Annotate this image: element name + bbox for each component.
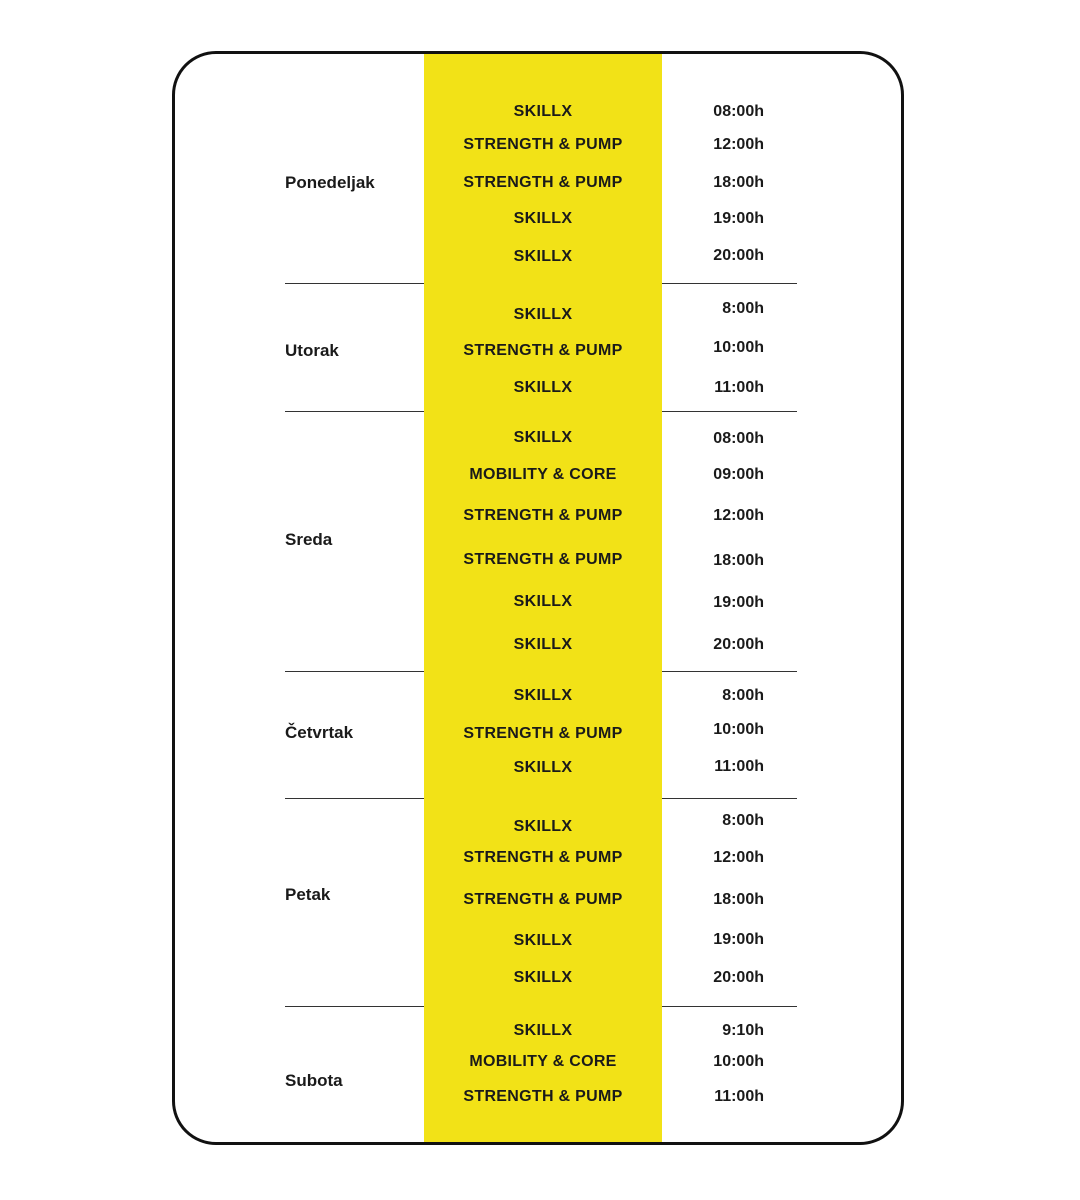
day-label: Sreda	[285, 530, 333, 549]
class-time: 18:00h	[713, 891, 764, 908]
class-time: 18:00h	[713, 552, 764, 569]
class-time: 19:00h	[713, 594, 764, 611]
class-time: 19:00h	[713, 210, 764, 227]
class-time: 08:00h	[713, 430, 764, 447]
class-time: 11:00h	[714, 758, 764, 775]
class-time: 09:00h	[713, 466, 764, 483]
class-name: STRENGTH & PUMP	[463, 891, 623, 908]
class-name: SKILLX	[513, 429, 573, 446]
class-name: STRENGTH & PUMP	[463, 849, 623, 866]
day-divider	[285, 283, 424, 284]
class-name: STRENGTH & PUMP	[463, 136, 623, 153]
class-name: SKILLX	[513, 636, 573, 653]
class-name: SKILLX	[513, 759, 573, 776]
class-name: MOBILITY & CORE	[469, 1053, 617, 1070]
day-divider	[662, 671, 797, 672]
class-time: 11:00h	[714, 379, 764, 396]
day-divider	[285, 1006, 424, 1007]
class-time: 08:00h	[713, 103, 764, 120]
class-name: STRENGTH & PUMP	[463, 342, 623, 359]
class-name: SKILLX	[513, 210, 573, 227]
day-label: Utorak	[285, 341, 339, 360]
class-name: SKILLX	[513, 306, 573, 323]
day-divider	[662, 798, 797, 799]
class-time: 11:00h	[714, 1088, 764, 1105]
class-name: SKILLX	[513, 379, 573, 396]
class-time: 12:00h	[713, 507, 764, 524]
class-time: 8:00h	[722, 812, 764, 829]
day-divider	[285, 411, 424, 412]
class-time: 8:00h	[722, 300, 764, 317]
class-name: STRENGTH & PUMP	[463, 507, 623, 524]
class-name: SKILLX	[513, 818, 573, 835]
class-name: STRENGTH & PUMP	[463, 725, 623, 742]
class-name: STRENGTH & PUMP	[463, 551, 623, 568]
class-name: SKILLX	[513, 248, 573, 265]
class-time: 12:00h	[713, 849, 764, 866]
class-time: 9:10h	[722, 1022, 764, 1039]
class-name: SKILLX	[513, 593, 573, 610]
class-time: 20:00h	[713, 247, 764, 264]
day-divider	[285, 671, 424, 672]
class-name: STRENGTH & PUMP	[463, 174, 623, 191]
class-time: 18:00h	[713, 174, 764, 191]
class-time: 10:00h	[713, 721, 764, 738]
class-time: 10:00h	[713, 1053, 764, 1070]
day-label: Ponedeljak	[285, 173, 375, 192]
class-name: SKILLX	[513, 103, 573, 120]
class-name: SKILLX	[513, 932, 573, 949]
class-time: 20:00h	[713, 969, 764, 986]
class-time: 12:00h	[713, 136, 764, 153]
day-label: Subota	[285, 1071, 343, 1090]
class-name: SKILLX	[513, 969, 573, 986]
class-time: 10:00h	[713, 339, 764, 356]
class-name: MOBILITY & CORE	[469, 466, 617, 483]
day-label: Četvrtak	[285, 723, 354, 742]
day-divider	[285, 798, 424, 799]
schedule-card	[172, 51, 904, 1145]
day-divider	[662, 411, 797, 412]
day-divider	[662, 283, 797, 284]
class-time: 8:00h	[722, 687, 764, 704]
class-time: 20:00h	[713, 636, 764, 653]
class-name: STRENGTH & PUMP	[463, 1088, 623, 1105]
day-divider	[662, 1006, 797, 1007]
class-name: SKILLX	[513, 687, 573, 704]
day-label: Petak	[285, 885, 331, 904]
class-time: 19:00h	[713, 931, 764, 948]
class-name: SKILLX	[513, 1022, 573, 1039]
